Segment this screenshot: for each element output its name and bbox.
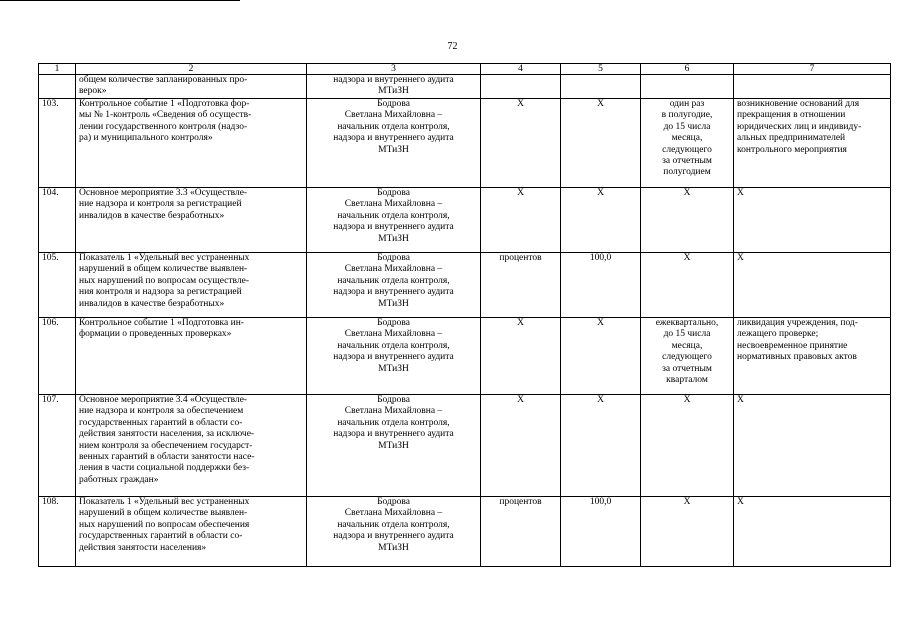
row-number	[39, 75, 76, 99]
responsible-person-line: надзора и внутреннего аудита	[333, 531, 454, 542]
deadline-line: ежеквартально,	[655, 318, 719, 328]
unit-value	[481, 75, 561, 99]
risk-factors-line: юридических лиц и индивиду-	[737, 121, 862, 132]
event-description-line: ра) и муниципального контроля»	[79, 133, 213, 144]
target-value: Х	[561, 188, 641, 253]
risk-factors-line: лежащего проверке;	[737, 329, 819, 340]
column-header: 7	[734, 64, 891, 75]
event-description-line: Контрольное событие 1 «Подготовка ин-	[79, 318, 244, 328]
event-description-line: нарушений в общем количестве выявлен-	[79, 264, 248, 275]
row-number: 108.	[39, 497, 76, 567]
risk-factors-line: ликвидация учреждения, под-	[737, 318, 858, 328]
deadline	[641, 75, 734, 99]
deadline-line: за отчетным	[662, 156, 712, 167]
column-header: 5	[561, 64, 641, 75]
table-row	[39, 395, 891, 497]
responsible-person-line: начальник отдела контроля,	[337, 275, 450, 286]
event-description-line: Основное мероприятие 3.4 «Осуществле-	[79, 395, 248, 405]
responsible-person-line: Светлана Михайловна –	[344, 329, 443, 340]
event-description-line: действия занятости населения, за исключе-	[79, 429, 255, 440]
responsible-person-line: надзора и внутреннего аудита	[333, 429, 454, 440]
responsible-person-line: Светлана Михайловна –	[344, 199, 443, 210]
responsible-person	[307, 75, 481, 99]
target-value: 100,0	[561, 497, 641, 567]
event-description-line: Показатель 1 «Удельный вес устраненных	[79, 497, 250, 507]
deadline-line: за отчетным	[662, 363, 712, 374]
event-description-line: Показатель 1 «Удельный вес устраненных	[79, 253, 250, 263]
risk-factors-line: возникновение оснований для	[737, 99, 860, 109]
row-number: 107.	[39, 395, 76, 497]
risk-factors-line: Х	[737, 395, 744, 405]
event-description-line: работных граждан»	[79, 474, 159, 485]
column-header: 6	[641, 64, 734, 75]
risk-factors-line: контрольного мероприятия	[737, 144, 847, 155]
deadline-line: Х	[683, 253, 691, 263]
event-description-line: государственных гарантий в области со-	[79, 531, 243, 542]
deadline-line: в полугодие,	[661, 110, 713, 121]
unit-value: Х	[481, 395, 561, 497]
target-value	[561, 75, 641, 99]
event-description-line: Контрольное событие 1 «Подготовка фор-	[79, 99, 250, 109]
risk-factors	[734, 188, 891, 253]
risk-factors-line: нормативных правовых актов	[737, 352, 857, 363]
risk-factors	[734, 318, 891, 395]
event-description-line: государственных гарантий в области со-	[79, 417, 243, 428]
event-description-line: нарушений в общем количестве выявлен-	[79, 508, 248, 519]
event-description	[76, 99, 307, 188]
responsible-person-line: Бодрова	[377, 318, 410, 328]
event-description	[76, 318, 307, 395]
deadline-line: следующего	[662, 352, 712, 363]
event-description-line: общем количестве запланированных про-	[79, 75, 248, 85]
unit-value: процентов	[481, 253, 561, 318]
unit-value: Х	[481, 188, 561, 253]
event-description	[76, 188, 307, 253]
event-description-line: Основное мероприятие 3.3 «Осуществле-	[79, 188, 248, 198]
responsible-person-line: надзора и внутреннего аудита	[333, 222, 454, 233]
event-description-line: действия занятости населения»	[79, 542, 207, 553]
responsible-person-line: Бодрова	[377, 188, 410, 198]
responsible-person	[307, 497, 481, 567]
deadline-line: полугодием	[663, 167, 711, 178]
deadline	[641, 395, 734, 497]
table-row	[39, 253, 891, 318]
risk-factors-line: Х	[737, 253, 744, 263]
responsible-person-line: начальник отдела контроля,	[337, 210, 450, 221]
target-value: Х	[561, 99, 641, 188]
risk-factors	[734, 99, 891, 188]
unit-value: Х	[481, 318, 561, 395]
risk-factors-line: альных предпринимателей	[737, 133, 846, 144]
responsible-person-line: МТиЗН	[378, 363, 409, 374]
deadline-line: до 15 числа	[663, 329, 711, 340]
risk-factors-line: несвоевременное принятие	[737, 340, 848, 351]
responsible-person-line: МТиЗН	[378, 233, 409, 244]
column-header: 1	[39, 64, 76, 75]
deadline	[641, 99, 734, 188]
responsible-person	[307, 253, 481, 318]
responsible-person-line: МТиЗН	[378, 86, 409, 97]
deadline-line: Х	[683, 188, 691, 198]
responsible-person-line: Светлана Михайловна –	[344, 264, 443, 275]
event-description	[76, 497, 307, 567]
risk-factors	[734, 497, 891, 567]
risk-factors-line: Х	[737, 497, 744, 507]
deadline	[641, 253, 734, 318]
row-number: 106.	[39, 318, 76, 395]
row-number: 104.	[39, 188, 76, 253]
unit-value: процентов	[481, 497, 561, 567]
column-header: 4	[481, 64, 561, 75]
risk-factors	[734, 395, 891, 497]
target-value: Х	[561, 318, 641, 395]
responsible-person-line: Светлана Михайловна –	[344, 110, 443, 121]
responsible-person-line: Бодрова	[377, 497, 410, 507]
risk-factors-line: Х	[737, 188, 744, 198]
event-description-line: ние надзора и контроля за регистрацией	[79, 199, 242, 210]
event-description-line: ления в части социальной поддержки без-	[79, 463, 250, 474]
responsible-person-line: МТиЗН	[378, 440, 409, 451]
risk-factors-line: прекращения в отношении	[737, 110, 846, 121]
responsible-person-line: надзора и внутреннего аудита	[333, 352, 454, 363]
deadline-line: месяца,	[671, 340, 703, 351]
risk-factors	[734, 75, 891, 99]
responsible-person-line: надзора и внутреннего аудита	[333, 287, 454, 298]
event-description-line: верок»	[79, 86, 107, 97]
responsible-person-line: начальник отдела контроля,	[337, 121, 450, 132]
responsible-person-line: МТиЗН	[378, 298, 409, 309]
responsible-person-line: МТиЗН	[378, 144, 409, 155]
responsible-person	[307, 395, 481, 497]
event-description-line: ния контроля и надзора за регистрацией	[79, 287, 242, 298]
responsible-person-line: МТиЗН	[378, 542, 409, 553]
responsible-person-line: надзора и внутреннего аудита	[333, 133, 454, 144]
table-row	[39, 188, 891, 253]
deadline-line: месяца,	[671, 133, 703, 144]
responsible-person-line: начальник отдела контроля,	[337, 519, 450, 530]
responsible-person-line: Бодрова	[377, 395, 410, 405]
page-number: 72	[447, 41, 458, 52]
event-description-line: ных нарушений по вопросам осуществле-	[79, 275, 250, 286]
deadline	[641, 318, 734, 395]
event-description-line: формации о проведенных проверках»	[79, 329, 232, 340]
table-row	[39, 497, 891, 567]
event-description-line: венных гарантий в области занятости насе-	[79, 452, 255, 463]
event-description-line: нием контроля за обеспечением государст-	[79, 440, 253, 451]
responsible-person-line: начальник отдела контроля,	[337, 417, 450, 428]
plan-table	[38, 63, 891, 567]
responsible-person-line: надзора и внутреннего аудита	[333, 75, 454, 85]
event-description	[76, 75, 307, 99]
event-description-line: ние надзора и контроля за обеспечением	[79, 406, 244, 417]
responsible-person-line: Светлана Михайловна –	[344, 508, 443, 519]
column-header: 3	[307, 64, 481, 75]
responsible-person	[307, 99, 481, 188]
deadline	[641, 188, 734, 253]
deadline-line: кварталом	[666, 375, 708, 386]
table-row	[39, 318, 891, 395]
deadline-line: один раз	[669, 99, 705, 109]
deadline-line: Х	[683, 395, 691, 405]
responsible-person-line: Бодрова	[377, 99, 410, 109]
header-row	[39, 64, 891, 75]
event-description-line: мы № 1-контроль «Сведения об осуществ-	[79, 110, 252, 121]
header-rule	[0, 0, 240, 1]
event-description-line: лении государственного контроля (надзо-	[79, 121, 248, 132]
responsible-person-line: начальник отдела контроля,	[337, 340, 450, 351]
column-header: 2	[76, 64, 307, 75]
unit-value: Х	[481, 99, 561, 188]
row-number: 103.	[39, 99, 76, 188]
deadline-line: до 15 числа	[663, 121, 711, 132]
deadline	[641, 497, 734, 567]
event-description	[76, 395, 307, 497]
responsible-person	[307, 318, 481, 395]
responsible-person-line: Бодрова	[377, 253, 410, 263]
event-description-line: инвалидов в качестве безработных»	[79, 298, 225, 309]
table-row	[39, 99, 891, 188]
target-value: Х	[561, 395, 641, 497]
table-row	[39, 75, 891, 99]
event-description-line: инвалидов в качестве безработных»	[79, 210, 225, 221]
risk-factors	[734, 253, 891, 318]
event-description-line: ных нарушений по вопросам обеспечения	[79, 519, 250, 530]
deadline-line: Х	[683, 497, 691, 507]
responsible-person	[307, 188, 481, 253]
event-description	[76, 253, 307, 318]
target-value: 100,0	[561, 253, 641, 318]
responsible-person-line: Светлана Михайловна –	[344, 406, 443, 417]
row-number: 105.	[39, 253, 76, 318]
deadline-line: следующего	[662, 144, 712, 155]
